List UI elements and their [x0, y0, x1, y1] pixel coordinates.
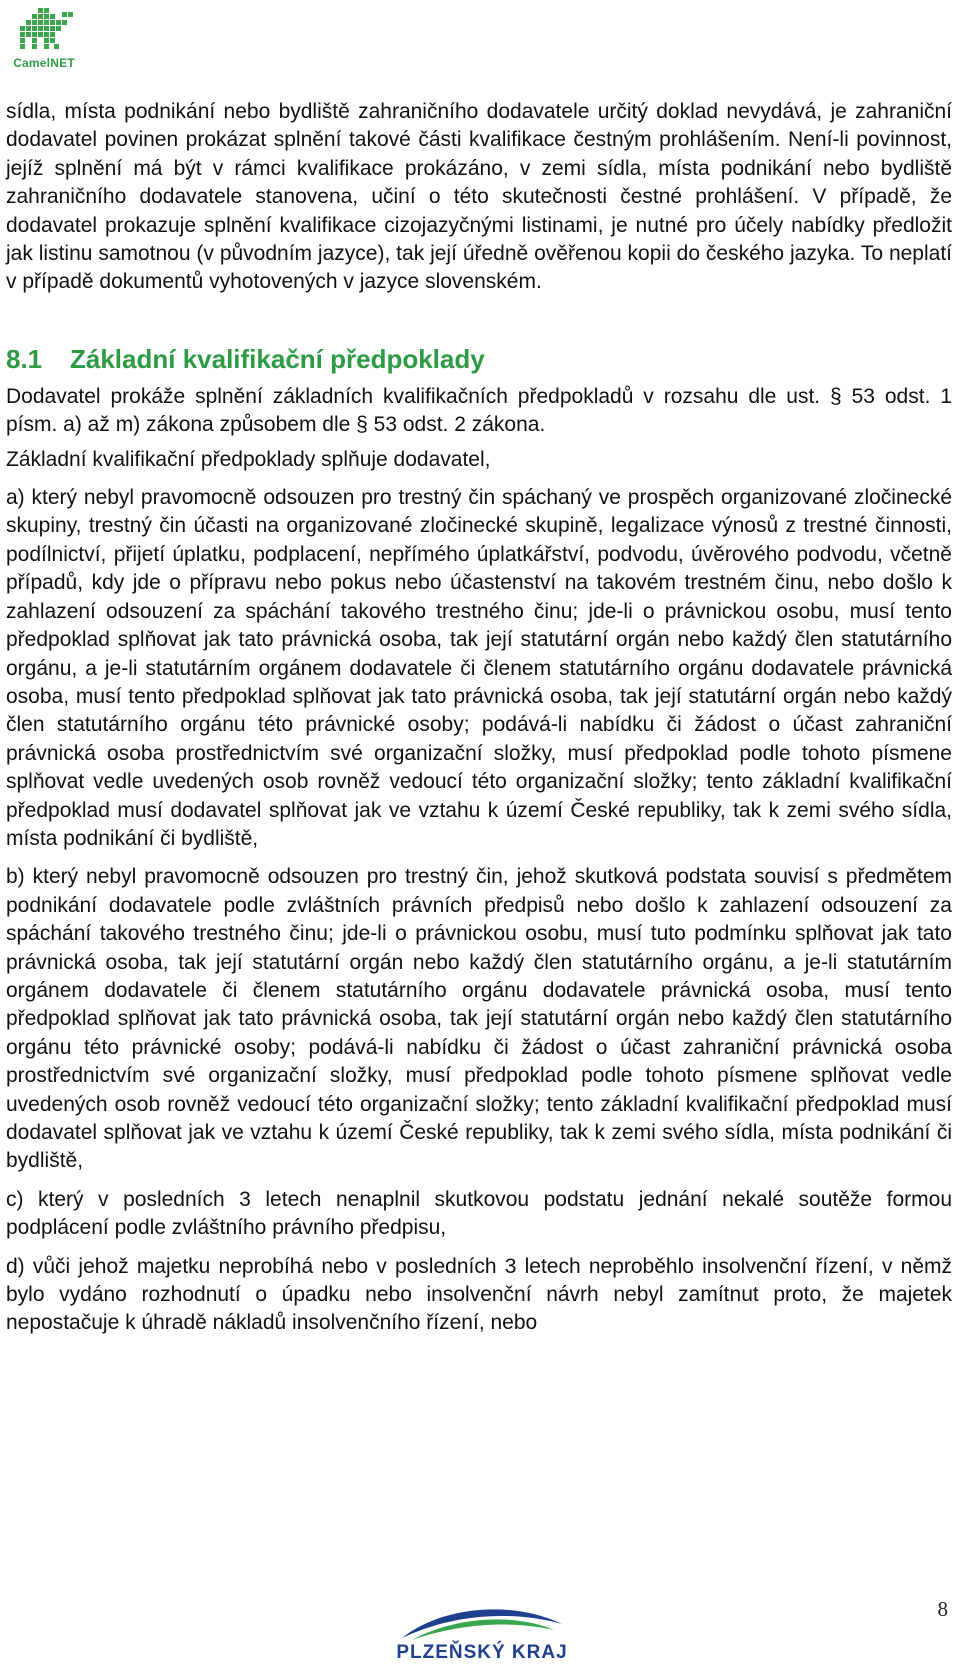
swoosh-icon: [382, 1598, 582, 1644]
document-body: [6, 98, 952, 1338]
plzensky-kraj-logo-text: PLZEŇSKÝ KRAJ: [396, 1642, 568, 1663]
condition-intro: Základní kvalifikační předpoklady splňuje dodavatel,: [6, 447, 491, 471]
plzensky-kraj-logo: [382, 1598, 582, 1672]
page-number: 8: [937, 1597, 948, 1621]
list-item-a: a) který nebyl pravomocně odsouzen pro trestný čin spáchaný ve prospěch organizované zločinecké skupiny, trestný čin účasti na organizované zločinecké skupině, legalizace výnosů z trestné činnosti, podílnictví, přijetí úplatku, podplacení, nepřímého úplatkářství, podvodu, úvěrového podvodu, včetně případů, kdy jde o přípravu nebo pokus nebo účastenství na takovém trestném činu, nebo došlo k zahlazení odsouzení za spáchání takového trestného činu; jde-li o právnickou osobu, musí tento předpoklad splňovat jak tato právnická osoba, tak její statutární orgán nebo každý člen statutárního orgánu, a je-li statutárním orgánem dodavatele či členem statutárního orgánu dodavatele právnická osoba, musí tento předpoklad splňovat jak tato právnická osoba, tak její statutární orgán nebo každý člen statutárního orgánu této právnické osoby; podává-li nabídku či žádost o účast zahraniční právnická osoba prostřednictvím své organizační složky, musí předpoklad podle tohoto písmene splňovat vedle uvedených osob rovněž vedoucí této organizační složky; tento základní kvalifikační předpoklad musí dodavatel splňovat jak ve vztahu k území České republiky, tak k zemi svého sídla, místa podnikání či bydliště,: [6, 486, 952, 850]
intro-paragraph: Dodavatel prokáže splnění základních kvalifikačních předpokladů v rozsahu dle ust. § 53 odst. 1 písm. a) až m) zákona způsobem dle § 53 odst. 2 zákona.: [6, 384, 952, 437]
list-item-d: d) vůči jehož majetku neprobíhá nebo v posledních 3 letech neproběhlo insolvenční řízení, v němž bylo vydáno rozhodnutí o úpadku nebo insolvenční návrh nebyl zamítnut proto, že majetek nepostačuje k úhradě nákladů insolvenčního řízení, nebo: [6, 1254, 952, 1335]
section-number: 8.1: [6, 343, 43, 374]
section-title: Základní kvalifikační předpoklady: [70, 343, 485, 374]
camelnet-logo: [8, 4, 80, 72]
list-item-c: c) který v posledních 3 letech nenaplnil skutkovou podstatu jednání nekalé soutěže formou podplácení podle zvláštního právního předpisu,: [6, 1187, 952, 1240]
list-item-b: b) který nebyl pravomocně odsouzen pro trestný čin, jehož skutková podstata souvisí s předmětem podnikání dodavatele podle zvláštních právních předpisů nebo došlo k zahlazení odsouzení za spáchání takového trestného činu; jde-li o právnickou osobu, musí tuto podmínku splňovat jak tato právnická osoba, tak její statutární orgán nebo každý člen statutárního orgánu, a je-li statutárním orgánem dodavatele či členem statutárního orgánu dodavatele právnická osoba, musí tento předpoklad splňovat jak tato právnická osoba, tak její statutární orgán nebo každý člen statutárního orgánu této právnické osoby; podává-li nabídku či žádost o účast zahraniční právnická osoba prostřednictvím své organizační složky, musí předpoklad podle tohoto písmene splňovat vedle uvedených osob rovněž vedoucí této organizační složky; tento základní kvalifikační předpoklad musí dodavatel splňovat jak ve vztahu k území České republiky, tak k zemi svého sídla, místa podnikání či bydliště,: [6, 865, 952, 1173]
section-heading: [6, 341, 952, 377]
camel-grid-icon: [8, 4, 80, 58]
lead-paragraph: sídla, místa podnikání nebo bydliště zahraničního dodavatele určitý doklad nevydává, je zahraniční dodavatel povinen prokázat splnění takové části kvalifikace čestným prohlášením. Není-li povinnost, jejíž splnění má být v rámci kvalifikace prokázáno, v zemi sídla, místa podnikání nebo bydliště zahraničního dodavatele stanovena, učiní o této skutečnosti čestné prohlášení. V případě, že dodavatel prokazuje splnění kvalifikace cizojazyčnými listinami, je nutné pro účely nabídky předložit jak listinu samotnou (v původním jazyce), tak její úředně ověřenou kopii do českého jazyka. To neplatí v případě dokumentů vyhotovených v jazyce slovenském.: [6, 100, 952, 294]
camelnet-logo-text: CamelNET: [13, 56, 75, 70]
